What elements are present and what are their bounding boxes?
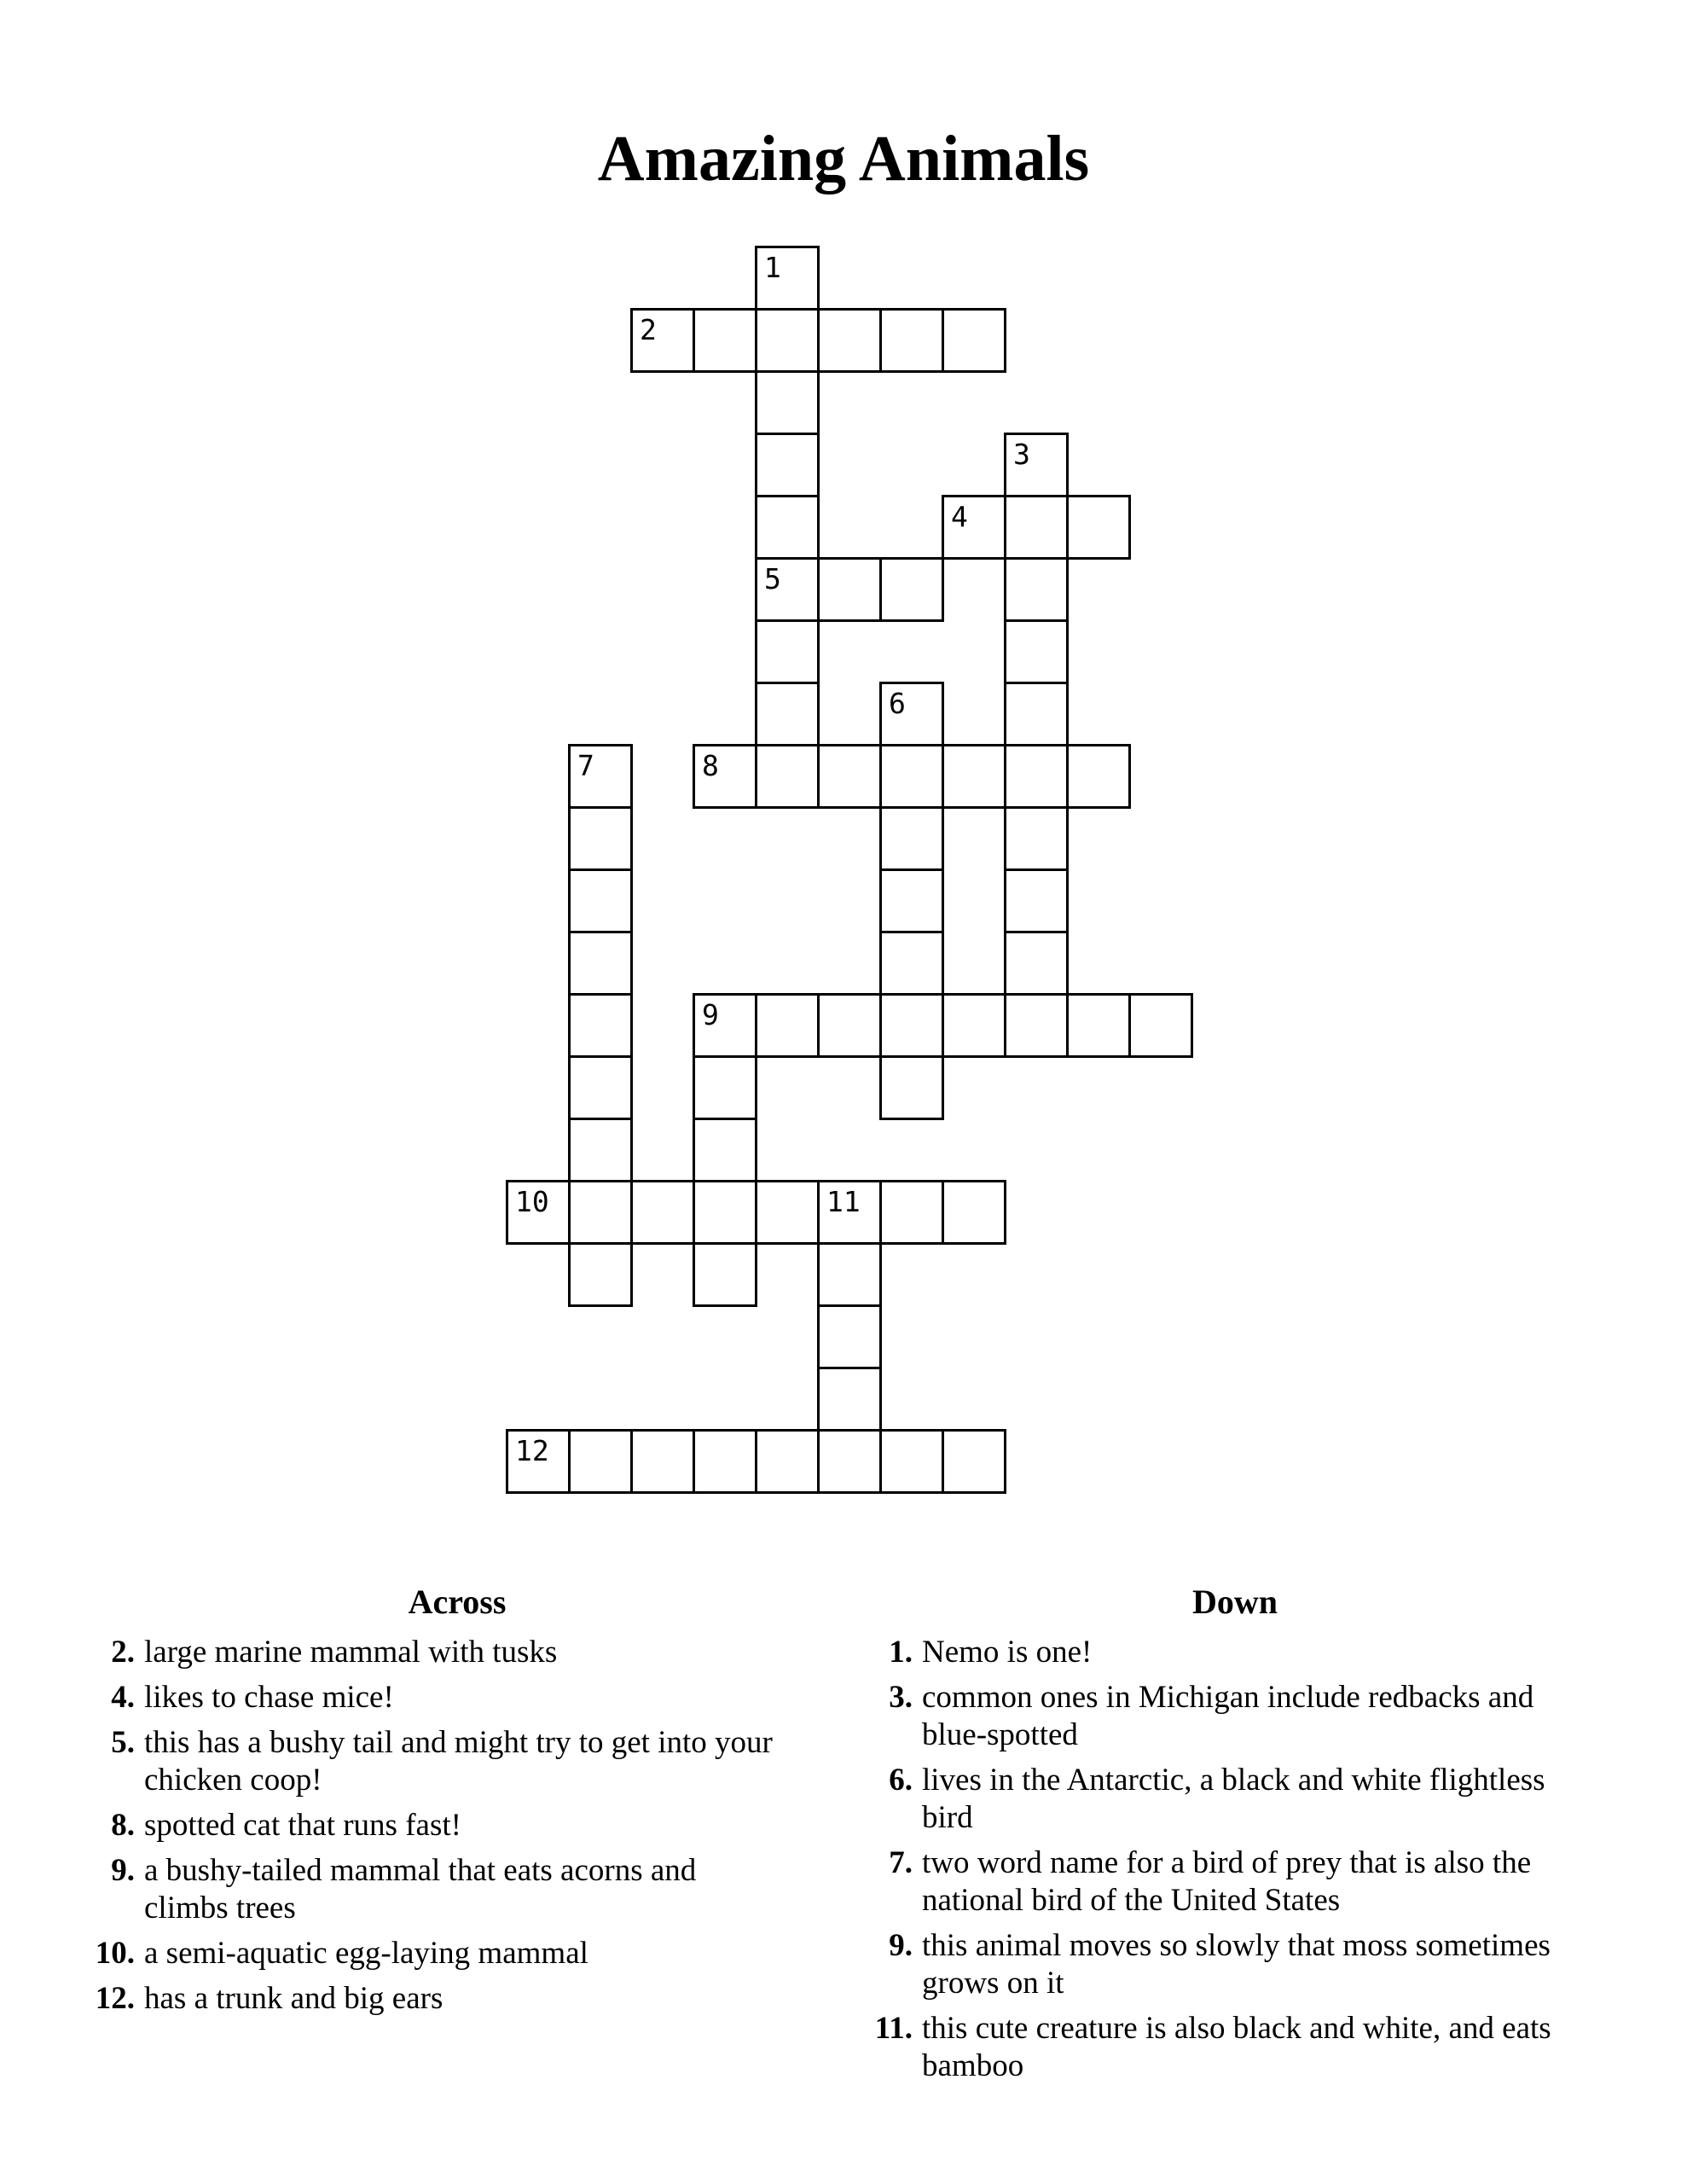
grid-cell-r7-c8[interactable] bbox=[1004, 682, 1069, 746]
down-heading: Down bbox=[1191, 1583, 1278, 1621]
down-clue-11 bbox=[846, 2010, 1624, 2085]
across-clue-4 bbox=[68, 1679, 846, 1716]
clue-text bbox=[144, 1935, 846, 1972]
grid-cell-r11-c6[interactable] bbox=[879, 931, 944, 996]
clue-text-line: this has a bushy tail and might try to get into your bbox=[144, 1725, 773, 1760]
grid-cell-r19-c7[interactable] bbox=[942, 1429, 1006, 1494]
cell-number: 2 bbox=[640, 313, 657, 346]
clue-text bbox=[144, 1980, 846, 2018]
grid-cell-r11-c1[interactable] bbox=[568, 931, 633, 996]
grid-cell-r8-c1[interactable] bbox=[568, 744, 633, 809]
cell-number: 4 bbox=[951, 500, 968, 533]
grid-cell-r1-c7[interactable] bbox=[942, 308, 1006, 373]
clue-text bbox=[922, 1762, 1624, 1837]
grid-cell-r15-c7[interactable] bbox=[942, 1180, 1006, 1245]
grid-cell-r1-c2[interactable] bbox=[630, 308, 695, 373]
grid-cell-r10-c6[interactable] bbox=[879, 868, 944, 933]
grid-cell-r9-c1[interactable] bbox=[568, 806, 633, 871]
grid-cell-r7-c4[interactable] bbox=[755, 682, 820, 746]
grid-cell-r1-c6[interactable] bbox=[879, 308, 944, 373]
grid-cell-r15-c1[interactable] bbox=[568, 1180, 633, 1245]
grid-cell-r10-c8[interactable] bbox=[1004, 868, 1069, 933]
grid-cell-r13-c1[interactable] bbox=[568, 1055, 633, 1120]
grid-cell-r4-c9[interactable] bbox=[1066, 495, 1131, 560]
clue-text-line: large marine mammal with tusks bbox=[144, 1635, 558, 1670]
grid-cell-r12-c10[interactable] bbox=[1128, 993, 1193, 1058]
grid-cell-r19-c3[interactable] bbox=[693, 1429, 757, 1494]
clue-text-line: two word name for a bird of prey that is also the bbox=[922, 1845, 1532, 1880]
grid-cell-r5-c6[interactable] bbox=[879, 557, 944, 622]
clue-number: 4. bbox=[111, 1680, 135, 1715]
across-clue-8 bbox=[68, 1807, 846, 1844]
grid-cell-r8-c3[interactable] bbox=[693, 744, 757, 809]
grid-cell-r15-c5[interactable] bbox=[817, 1180, 882, 1245]
grid-cell-r5-c8[interactable] bbox=[1004, 557, 1069, 622]
clue-text bbox=[922, 1634, 1624, 1671]
across-clue-12 bbox=[68, 1980, 846, 2018]
grid-cell-r6-c8[interactable] bbox=[1004, 619, 1069, 684]
grid-cell-r8-c6[interactable] bbox=[879, 744, 944, 809]
grid-cell-r10-c1[interactable] bbox=[568, 868, 633, 933]
clue-text-line: common ones in Michigan include redbacks and bbox=[922, 1680, 1534, 1715]
grid-cell-r16-c5[interactable] bbox=[817, 1242, 882, 1307]
clue-text-line: lives in the Antarctic, a black and white flightless bbox=[922, 1763, 1545, 1798]
grid-cell-r17-c5[interactable] bbox=[817, 1304, 882, 1369]
cell-number: 7 bbox=[577, 749, 594, 782]
grid-cell-r6-c4[interactable] bbox=[755, 619, 820, 684]
grid-cell-r19-c6[interactable] bbox=[879, 1429, 944, 1494]
down-clue-9 bbox=[846, 1927, 1624, 2002]
cell-number: 1 bbox=[764, 251, 781, 284]
clue-text-line: grows on it bbox=[922, 1966, 1064, 2001]
grid-cell-r19-c5[interactable] bbox=[817, 1429, 882, 1494]
cell-number: 5 bbox=[764, 562, 781, 595]
clue-text-line: climbs trees bbox=[144, 1891, 296, 1926]
clue-number: 2. bbox=[111, 1635, 135, 1670]
grid-cell-r8-c8[interactable] bbox=[1004, 744, 1069, 809]
grid-cell-r12-c9[interactable] bbox=[1066, 993, 1131, 1058]
clue-text bbox=[144, 1724, 846, 1799]
clue-text-line: a semi-aquatic egg-laying mammal bbox=[144, 1936, 588, 1971]
clue-text bbox=[922, 2010, 1624, 2085]
grid-cell-r15-c2[interactable] bbox=[630, 1180, 695, 1245]
grid-cell-r4-c4[interactable] bbox=[755, 495, 820, 560]
grid-cell-r1-c3[interactable] bbox=[693, 308, 757, 373]
clue-number: 7. bbox=[889, 1845, 913, 1880]
grid-cell-r3-c8[interactable] bbox=[1004, 433, 1069, 497]
grid-cell-r9-c8[interactable] bbox=[1004, 806, 1069, 871]
grid-cell-r4-c8[interactable] bbox=[1004, 495, 1069, 560]
grid-cell-r19-c0[interactable] bbox=[506, 1429, 571, 1494]
grid-cell-r15-c4[interactable] bbox=[755, 1180, 820, 1245]
clue-number: 3. bbox=[889, 1680, 913, 1715]
grid-cell-r12-c8[interactable] bbox=[1004, 993, 1069, 1058]
cell-number: 11 bbox=[826, 1185, 861, 1218]
across-heading: Across bbox=[408, 1583, 507, 1621]
clue-text-line: a bushy-tailed mammal that eats acorns and bbox=[144, 1853, 697, 1888]
grid-cell-r7-c6[interactable] bbox=[879, 682, 944, 746]
grid-cell-r14-c3[interactable] bbox=[693, 1118, 757, 1182]
cell-number: 8 bbox=[702, 749, 719, 782]
grid-cell-r19-c2[interactable] bbox=[630, 1429, 695, 1494]
clue-text-line: Nemo is one! bbox=[922, 1635, 1093, 1670]
clue-number: 10. bbox=[95, 1936, 135, 1971]
down-clue-1 bbox=[846, 1634, 1624, 1671]
grid-cell-r9-c6[interactable] bbox=[879, 806, 944, 871]
grid-cell-r5-c4[interactable] bbox=[755, 557, 820, 622]
across-clue-9 bbox=[68, 1852, 846, 1927]
across-clue-2 bbox=[68, 1634, 846, 1671]
clue-number: 11. bbox=[874, 2011, 913, 2046]
clue-text bbox=[922, 1679, 1624, 1754]
grid-cell-r15-c6[interactable] bbox=[879, 1180, 944, 1245]
grid-cell-r5-c5[interactable] bbox=[817, 557, 882, 622]
across-clue-5 bbox=[68, 1724, 846, 1799]
cell-number: 12 bbox=[515, 1434, 549, 1467]
grid-cell-r14-c1[interactable] bbox=[568, 1118, 633, 1182]
grid-cell-r19-c1[interactable] bbox=[568, 1429, 633, 1494]
grid-cell-r16-c1[interactable] bbox=[568, 1242, 633, 1307]
grid-cell-r16-c3[interactable] bbox=[693, 1242, 757, 1307]
clue-number: 1. bbox=[889, 1635, 913, 1670]
grid-cell-r15-c0[interactable] bbox=[506, 1180, 571, 1245]
grid-cell-r4-c7[interactable] bbox=[942, 495, 1006, 560]
clue-text bbox=[144, 1634, 846, 1671]
grid-cell-r12-c3[interactable] bbox=[693, 993, 757, 1058]
down-clue-6 bbox=[846, 1762, 1624, 1837]
clue-text bbox=[922, 1927, 1624, 2002]
grid-cell-r12-c5[interactable] bbox=[817, 993, 882, 1058]
clue-number: 9. bbox=[111, 1853, 135, 1888]
down-clues-list bbox=[846, 1634, 1624, 2085]
grid-cell-r1-c5[interactable] bbox=[817, 308, 882, 373]
grid-cell-r8-c9[interactable] bbox=[1066, 744, 1131, 809]
clue-text-line: spotted cat that runs fast! bbox=[144, 1808, 461, 1843]
grid-cell-r12-c1[interactable] bbox=[568, 993, 633, 1058]
down-clue-7 bbox=[846, 1844, 1624, 1920]
cell-number: 6 bbox=[889, 687, 906, 720]
clue-text-line: likes to chase mice! bbox=[144, 1680, 394, 1715]
grid-cell-r12-c7[interactable] bbox=[942, 993, 1006, 1058]
grid-cell-r2-c4[interactable] bbox=[755, 370, 820, 435]
cell-number: 9 bbox=[702, 998, 719, 1031]
clue-text-line: bird bbox=[922, 1800, 973, 1835]
clue-number: 8. bbox=[111, 1808, 135, 1843]
grid-cell-r8-c4[interactable] bbox=[755, 744, 820, 809]
clue-text-line: national bird of the United States bbox=[922, 1883, 1341, 1918]
grid-cell-r0-c4[interactable] bbox=[755, 246, 820, 311]
puzzle-title: Amazing Animals bbox=[597, 123, 1090, 195]
grid-cell-r8-c5[interactable] bbox=[817, 744, 882, 809]
clue-number: 6. bbox=[889, 1763, 913, 1798]
clue-text-line: chicken coop! bbox=[144, 1763, 322, 1798]
clue-text-line: this animal moves so slowly that moss sometimes bbox=[922, 1928, 1551, 1963]
grid-cell-r18-c5[interactable] bbox=[817, 1367, 882, 1432]
grid-cell-r19-c4[interactable] bbox=[755, 1429, 820, 1494]
grid-cell-r12-c6[interactable] bbox=[879, 993, 944, 1058]
grid-cell-r13-c3[interactable] bbox=[693, 1055, 757, 1120]
grid-cell-r8-c7[interactable] bbox=[942, 744, 1006, 809]
grid-cell-r11-c8[interactable] bbox=[1004, 931, 1069, 996]
grid-cell-r1-c4[interactable] bbox=[755, 308, 820, 373]
grid-cell-r3-c4[interactable] bbox=[755, 433, 820, 497]
clue-text-line: this cute creature is also black and white, and eats bbox=[922, 2011, 1551, 2046]
cell-number: 10 bbox=[515, 1185, 549, 1218]
clue-text-line: bamboo bbox=[922, 2048, 1024, 2083]
clue-number: 12. bbox=[95, 1981, 135, 2016]
clue-text bbox=[144, 1679, 846, 1716]
clue-text bbox=[144, 1852, 846, 1927]
clue-text bbox=[922, 1844, 1624, 1920]
across-clue-10 bbox=[68, 1935, 846, 1972]
clue-text-line: blue-spotted bbox=[922, 1717, 1078, 1752]
grid-cell-r15-c3[interactable] bbox=[693, 1180, 757, 1245]
cell-number: 3 bbox=[1013, 438, 1030, 471]
down-clue-3 bbox=[846, 1679, 1624, 1754]
clue-text bbox=[144, 1807, 846, 1844]
down-clues-section bbox=[846, 1582, 1624, 2093]
across-clues-section bbox=[68, 1582, 846, 2025]
across-clues-list bbox=[68, 1634, 846, 2018]
grid-cell-r13-c6[interactable] bbox=[879, 1055, 944, 1120]
clue-text-line: has a trunk and big ears bbox=[144, 1981, 443, 2016]
clue-number: 9. bbox=[889, 1928, 913, 1963]
grid-cell-r12-c4[interactable] bbox=[755, 993, 820, 1058]
clue-number: 5. bbox=[111, 1725, 135, 1760]
